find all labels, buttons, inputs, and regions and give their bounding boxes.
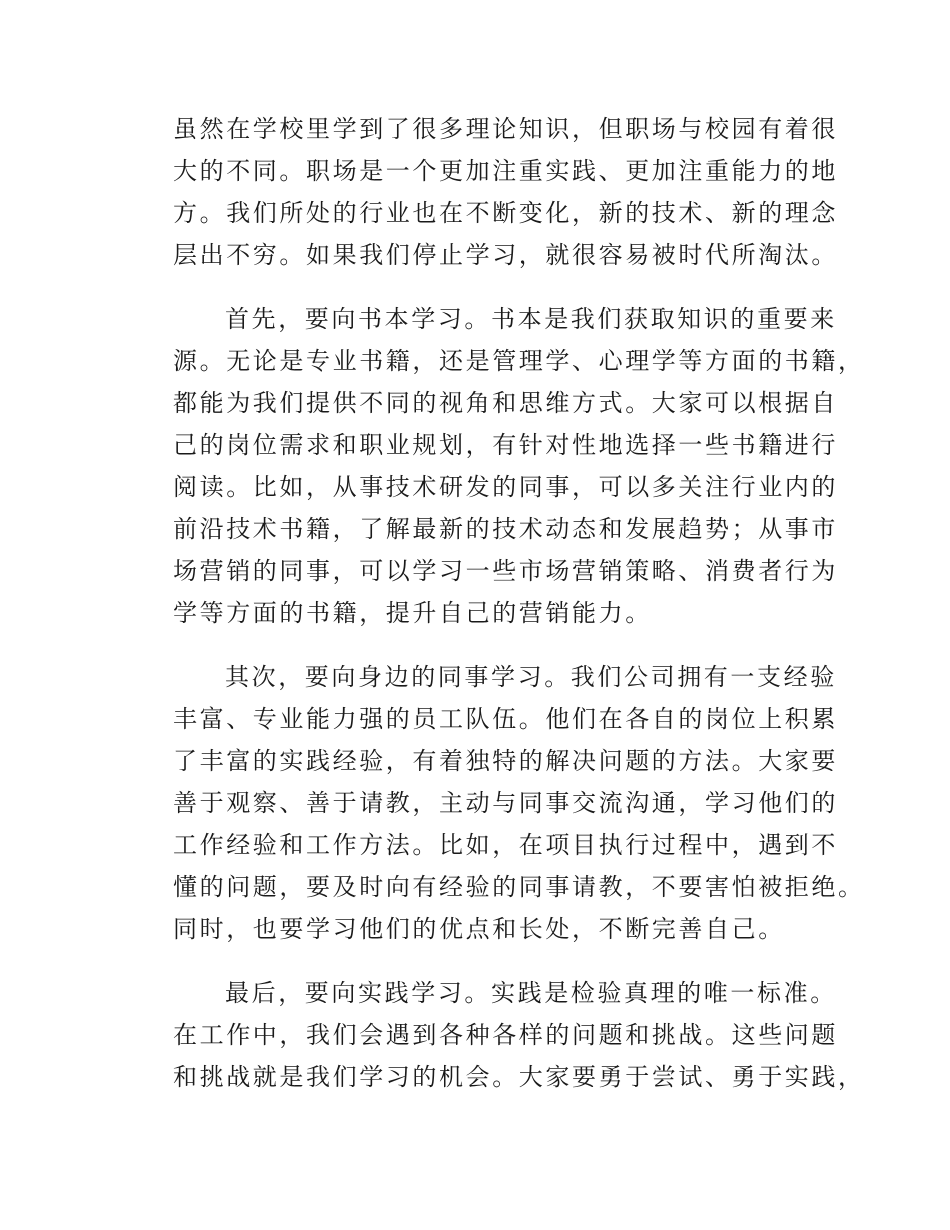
- text-line: 同时，也要学习他们的优点和长处，不断完善自己。: [173, 915, 785, 943]
- paragraph: [173, 298, 865, 634]
- text-line: 最后，要向实践学习。实践是检验真理的唯一标准。: [225, 979, 837, 1007]
- text-line: 在工作中，我们会遇到各种各样的问题和挑战。这些问题: [173, 1021, 838, 1049]
- text-line: 虽然在学校里学到了很多理论知识，但职场与校园有着很: [173, 115, 838, 143]
- paragraph: [173, 972, 865, 1098]
- text-line: 阅读。比如，从事技术研发的同事，可以多关注行业内的: [173, 473, 838, 501]
- text-line: 和挑战就是我们学习的机会。大家要勇于尝试、勇于实践，: [173, 1063, 865, 1091]
- text-line: 善于观察、善于请教，主动与同事交流沟通，学习他们的: [173, 789, 838, 817]
- text-line: 懂的问题，要及时向有经验的同事请教，不要害怕被拒绝。: [173, 873, 865, 901]
- paragraph: [173, 656, 865, 950]
- text-line: 其次，要向身边的同事学习。我们公司拥有一支经验: [225, 663, 837, 691]
- paragraph: [173, 108, 838, 276]
- text-line: 前沿技术书籍，了解最新的技术动态和发展趋势；从事市: [173, 515, 838, 543]
- text-line: 学等方面的书籍，提升自己的营销能力。: [173, 599, 652, 627]
- text-line: 首先，要向书本学习。书本是我们获取知识的重要来: [225, 305, 837, 333]
- document-body: [173, 108, 865, 1098]
- text-line: 源。无论是专业书籍，还是管理学、心理学等方面的书籍，: [173, 347, 865, 375]
- text-line: 了丰富的实践经验，有着独特的解决问题的方法。大家要: [173, 747, 838, 775]
- text-line: 都能为我们提供不同的视角和思维方式。大家可以根据自: [173, 389, 838, 417]
- text-line: 方。我们所处的行业也在不断变化，新的技术、新的理念: [173, 199, 838, 227]
- text-line: 工作经验和工作方法。比如，在项目执行过程中，遇到不: [173, 831, 838, 859]
- text-line: 己的岗位需求和职业规划，有针对性地选择一些书籍进行: [173, 431, 838, 459]
- text-line: 大的不同。职场是一个更加注重实践、更加注重能力的地: [173, 157, 838, 185]
- text-line: 丰富、专业能力强的员工队伍。他们在各自的岗位上积累: [173, 705, 838, 733]
- text-line: 层出不穷。如果我们停止学习，就很容易被时代所淘汰。: [173, 241, 838, 269]
- text-line: 场营销的同事，可以学习一些市场营销策略、消费者行为: [173, 557, 838, 585]
